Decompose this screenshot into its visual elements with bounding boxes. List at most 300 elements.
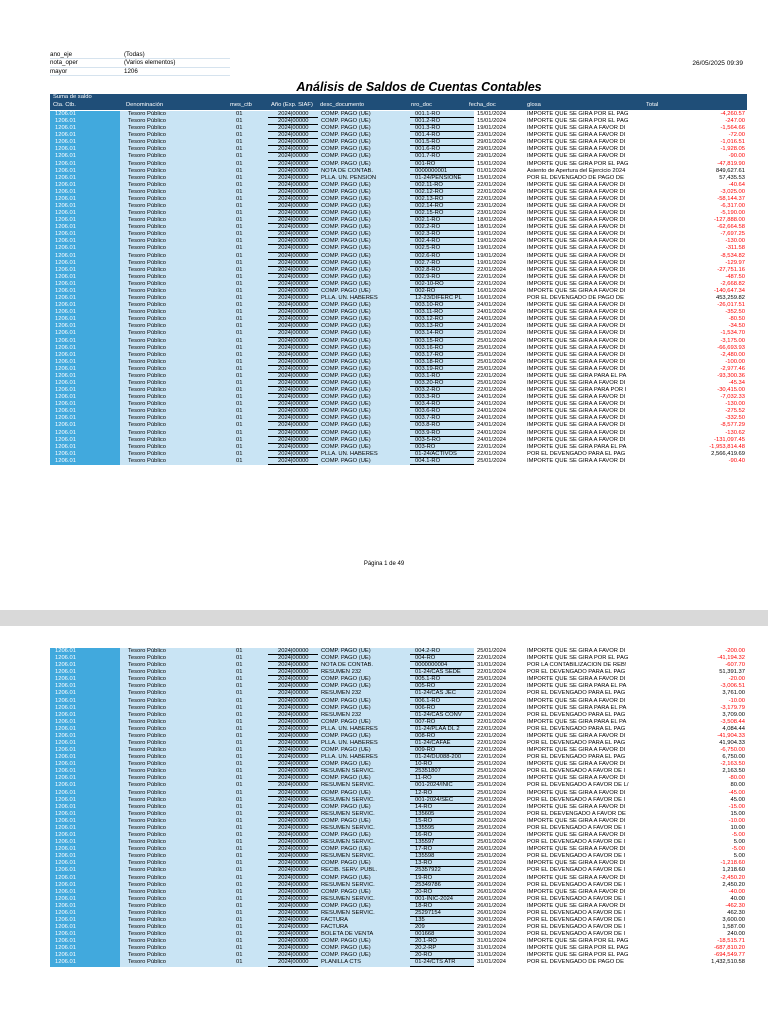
mes-cell: 01 <box>226 775 268 782</box>
nro-cell: 003.12-RO <box>410 316 474 323</box>
nro-cell: 006-RO <box>410 705 474 712</box>
mes-cell: 01 <box>226 889 268 896</box>
mes-cell: 01 <box>226 846 268 853</box>
table-row <box>50 705 747 712</box>
denominacion-cell: Tesoro Público <box>120 132 226 139</box>
denominacion-cell: Tesoro Público <box>120 648 226 655</box>
desc-cell: COMP. PAGO (UE) <box>318 161 410 168</box>
desc-cell: RESUMEN 232 <box>318 669 410 676</box>
anio-cell: 2024|00000 <box>268 352 318 359</box>
desc-cell: PLLA. UN. HABERES <box>318 451 410 458</box>
glosa-cell: IMPORTE QUE SE GIRA PARA EL PA <box>524 705 644 712</box>
cta-cell: 1206.01 <box>50 931 120 938</box>
fecha-cell: 26/01/2024 <box>474 903 524 910</box>
glosa-cell: POR EL DEVENGADO PARA EL PAG <box>524 690 644 697</box>
total-cell: -3,508.44 <box>644 719 747 726</box>
glosa-cell: IMPORTE QUE SE GIRA A FAVOR DI <box>524 437 644 444</box>
denominacion-cell: Tesoro Público <box>120 323 226 330</box>
cta-cell: 1206.01 <box>50 853 120 860</box>
glosa-cell: IMPORTE QUE SE GIRA A FAVOR DI <box>524 153 644 160</box>
fecha-cell: 25/01/2024 <box>474 839 524 846</box>
glosa-cell: POR EL DEVENGADO A FAVOR DE I <box>524 797 644 804</box>
fecha-cell: 25/01/2024 <box>474 860 524 867</box>
anio-cell: 2024|00000 <box>268 359 318 366</box>
total-cell: -3,175.00 <box>644 338 747 345</box>
glosa-cell: IMPORTE QUE SE GIRA A FAVOR DI <box>524 217 644 224</box>
nro-cell: 14-RO <box>410 804 474 811</box>
nro-cell: 003-5-RO <box>410 437 474 444</box>
cta-cell: 1206.01 <box>50 196 120 203</box>
denominacion-cell: Tesoro Público <box>120 224 226 231</box>
anio-cell: 2024|00000 <box>268 245 318 252</box>
nro-cell: 002-10-RO <box>410 281 474 288</box>
mes-cell: 01 <box>226 281 268 288</box>
glosa-cell: IMPORTE QUE SE GIRA A FAVOR DI <box>524 189 644 196</box>
table-row <box>50 676 747 683</box>
glosa-cell: POR EL DEVENGADO A FAVOR DE I <box>524 882 644 889</box>
denominacion-cell: Tesoro Público <box>120 938 226 945</box>
fecha-cell: 25/01/2024 <box>474 825 524 832</box>
mes-cell: 01 <box>226 422 268 429</box>
mes-cell: 01 <box>226 733 268 740</box>
mes-cell: 01 <box>226 782 268 789</box>
glosa-cell: POR EL DEVENGADO PARA EL PAG <box>524 740 644 747</box>
fecha-cell: 25/01/2024 <box>474 775 524 782</box>
anio-cell: 2024|00000 <box>268 380 318 387</box>
denominacion-cell: Tesoro Público <box>120 931 226 938</box>
table-row <box>50 889 747 896</box>
total-cell: -18,515.71 <box>644 938 747 945</box>
desc-cell: COMP. PAGO (UE) <box>318 238 410 245</box>
glosa-cell: IMPORTE QUE SE GIRA A FAVOR DI <box>524 676 644 683</box>
table-row <box>50 825 747 832</box>
fecha-cell: 15/01/2024 <box>474 161 524 168</box>
denominacion-cell: Tesoro Público <box>120 860 226 867</box>
nro-cell: 008-RO <box>410 733 474 740</box>
mes-cell: 01 <box>226 451 268 458</box>
denominacion-cell: Tesoro Público <box>120 804 226 811</box>
fecha-cell: 22/01/2024 <box>474 740 524 747</box>
cta-cell: 1206.01 <box>50 380 120 387</box>
cta-cell: 1206.01 <box>50 669 120 676</box>
cta-cell: 1206.01 <box>50 408 120 415</box>
cta-cell: 1206.01 <box>50 330 120 337</box>
anio-cell: 2024|00000 <box>268 111 318 118</box>
denominacion-cell: Tesoro Público <box>120 267 226 274</box>
denominacion-cell: Tesoro Público <box>120 761 226 768</box>
table-row <box>50 952 747 959</box>
table-row <box>50 168 747 175</box>
cta-cell: 1206.01 <box>50 889 120 896</box>
nro-cell: 135597 <box>410 839 474 846</box>
anio-cell: 2024|00000 <box>268 782 318 789</box>
anio-cell: 2024|00000 <box>268 662 318 669</box>
glosa-cell: IMPORTE QUE SE GIRA A FAVOR DI <box>524 832 644 839</box>
table-row <box>50 387 747 394</box>
denominacion-cell: Tesoro Público <box>120 366 226 373</box>
denominacion-cell: Tesoro Público <box>120 917 226 924</box>
anio-cell: 2024|00000 <box>268 387 318 394</box>
fecha-cell: 29/01/2024 <box>474 146 524 153</box>
mes-cell: 01 <box>226 387 268 394</box>
total-cell: -352.50 <box>644 309 747 316</box>
mes-cell: 01 <box>226 316 268 323</box>
cta-cell: 1206.01 <box>50 959 120 966</box>
desc-cell: COMP. PAGO (UE) <box>318 281 410 288</box>
cta-cell: 1206.01 <box>50 352 120 359</box>
fecha-cell: 26/01/2024 <box>474 818 524 825</box>
table-row <box>50 415 747 422</box>
table-row <box>50 662 747 669</box>
fecha-cell: 31/01/2024 <box>474 959 524 966</box>
mes-cell: 01 <box>226 139 268 146</box>
anio-cell: 2024|00000 <box>268 338 318 345</box>
glosa-cell: IMPORTE QUE SE GIRA A FAVOR DI <box>524 401 644 408</box>
fecha-cell: 25/01/2024 <box>474 338 524 345</box>
table-row <box>50 719 747 726</box>
mes-cell: 01 <box>226 790 268 797</box>
denominacion-cell: Tesoro Público <box>120 959 226 966</box>
fecha-cell: 22/01/2024 <box>474 712 524 719</box>
fecha-cell: 25/01/2024 <box>474 458 524 465</box>
fecha-cell: 26/01/2024 <box>474 875 524 882</box>
fecha-cell: 22/01/2024 <box>474 655 524 662</box>
desc-cell: COMP. PAGO (UE) <box>318 790 410 797</box>
cta-cell: 1206.01 <box>50 818 120 825</box>
cta-cell: 1206.01 <box>50 210 120 217</box>
denominacion-cell: Tesoro Público <box>120 302 226 309</box>
total-cell: -332.50 <box>644 415 747 422</box>
desc-cell: COMP. PAGO (UE) <box>318 832 410 839</box>
total-cell: -15.00 <box>644 804 747 811</box>
cta-cell: 1206.01 <box>50 458 120 465</box>
mes-cell: 01 <box>226 768 268 775</box>
glosa-cell: IMPORTE QUE SE GIRA A FAVOR DI <box>524 132 644 139</box>
cta-cell: 1206.01 <box>50 267 120 274</box>
denominacion-cell: Tesoro Público <box>120 182 226 189</box>
fecha-cell: 24/01/2024 <box>474 323 524 330</box>
fecha-cell: 22/01/2024 <box>474 705 524 712</box>
nro-cell: 005.1-RO <box>410 676 474 683</box>
table-row <box>50 818 747 825</box>
glosa-cell: POR EL DEVENGADO PARA EL PAG <box>524 754 644 761</box>
desc-cell: COMP. PAGO (UE) <box>318 196 410 203</box>
table-row <box>50 790 747 797</box>
table-row <box>50 366 747 373</box>
fecha-cell: 22/01/2024 <box>474 444 524 451</box>
nro-cell: 01-24/PENSIONE <box>410 175 474 182</box>
table-row <box>50 231 747 238</box>
table-row <box>50 712 747 719</box>
total-cell: 10.00 <box>644 825 747 832</box>
anio-cell: 2024|00000 <box>268 302 318 309</box>
mes-cell: 01 <box>226 712 268 719</box>
cta-cell: 1206.01 <box>50 316 120 323</box>
total-cell: -2,977.46 <box>644 366 747 373</box>
anio-cell: 2024|00000 <box>268 260 318 267</box>
mes-cell: 01 <box>226 867 268 874</box>
table-row <box>50 422 747 429</box>
cta-cell: 1206.01 <box>50 253 120 260</box>
denominacion-cell: Tesoro Público <box>120 690 226 697</box>
table-row <box>50 683 747 690</box>
total-cell: -275.52 <box>644 408 747 415</box>
total-cell: -30,415.00 <box>644 387 747 394</box>
cta-cell: 1206.01 <box>50 832 120 839</box>
cta-cell: 1206.01 <box>50 281 120 288</box>
anio-cell: 2024|00000 <box>268 253 318 260</box>
fecha-cell: 22/01/2024 <box>474 669 524 676</box>
cta-cell: 1206.01 <box>50 422 120 429</box>
desc-cell: COMP. PAGO (UE) <box>318 401 410 408</box>
anio-cell: 2024|00000 <box>268 853 318 860</box>
table-body-page-2 <box>50 648 747 967</box>
glosa-cell: IMPORTE QUE SE GIRA A FAVOR DI <box>524 458 644 465</box>
denominacion-cell: Tesoro Público <box>120 189 226 196</box>
nro-cell: 002.14-RO <box>410 203 474 210</box>
total-cell: -10.00 <box>644 698 747 705</box>
desc-cell: COMP. PAGO (UE) <box>318 224 410 231</box>
anio-cell: 2024|00000 <box>268 196 318 203</box>
table-row <box>50 330 747 337</box>
fecha-cell: 25/01/2024 <box>474 330 524 337</box>
mes-cell: 01 <box>226 910 268 917</box>
fecha-cell: 26/01/2024 <box>474 804 524 811</box>
total-cell: -8,534.82 <box>644 253 747 260</box>
glosa-cell: IMPORTE QUE SE GIRA A FAVOR DI <box>524 302 644 309</box>
report-page-2 <box>0 626 768 1024</box>
filter-key: mayor <box>50 67 68 75</box>
total-cell: 5.00 <box>644 853 747 860</box>
desc-cell: COMP. PAGO (UE) <box>318 111 410 118</box>
desc-cell: RESUMEN 232 <box>318 690 410 697</box>
anio-cell: 2024|00000 <box>268 458 318 465</box>
denominacion-cell: Tesoro Público <box>120 394 226 401</box>
nro-cell: 003.3-RO <box>410 394 474 401</box>
table-row <box>50 860 747 867</box>
glosa-cell: IMPORTE QUE SE GIRA A FAVOR DI <box>524 323 644 330</box>
desc-cell: COMP. PAGO (UE) <box>318 359 410 366</box>
nro-cell: 004.2-RO <box>410 648 474 655</box>
nro-cell: 25349786 <box>410 882 474 889</box>
denominacion-cell: Tesoro Público <box>120 889 226 896</box>
desc-cell: COMP. PAGO (UE) <box>318 345 410 352</box>
table-row <box>50 309 747 316</box>
total-cell: -130.00 <box>644 401 747 408</box>
mes-cell: 01 <box>226 437 268 444</box>
desc-cell: NOTA DE CONTAB. <box>318 168 410 175</box>
fecha-cell: 25/01/2024 <box>474 797 524 804</box>
cta-cell: 1206.01 <box>50 867 120 874</box>
filter-row <box>50 68 230 76</box>
nro-cell: 002.7-RO <box>410 260 474 267</box>
anio-cell: 2024|00000 <box>268 444 318 451</box>
fecha-cell: 22/01/2024 <box>474 747 524 754</box>
fecha-cell: 31/01/2024 <box>474 662 524 669</box>
desc-cell: COMP. PAGO (UE) <box>318 804 410 811</box>
cta-cell: 1206.01 <box>50 917 120 924</box>
table-row <box>50 775 747 782</box>
nro-cell: 003.6-RO <box>410 408 474 415</box>
denominacion-cell: Tesoro Público <box>120 790 226 797</box>
total-cell: -72.00 <box>644 132 747 139</box>
nro-cell: 002.15-RO <box>410 210 474 217</box>
denominacion-cell: Tesoro Público <box>120 676 226 683</box>
denominacion-cell: Tesoro Público <box>120 238 226 245</box>
total-cell: -607.70 <box>644 662 747 669</box>
denominacion-cell: Tesoro Público <box>120 782 226 789</box>
anio-cell: 2024|00000 <box>268 896 318 903</box>
desc-cell: PLLA. UN. PENSION <box>318 175 410 182</box>
desc-cell: PLLA. UN. HABERES <box>318 740 410 747</box>
total-cell: -3,025.00 <box>644 189 747 196</box>
cta-cell: 1206.01 <box>50 705 120 712</box>
cta-cell: 1206.01 <box>50 132 120 139</box>
desc-cell: COMP. PAGO (UE) <box>318 118 410 125</box>
desc-cell: COMP. PAGO (UE) <box>318 267 410 274</box>
mes-cell: 01 <box>226 330 268 337</box>
desc-cell: COMP. PAGO (UE) <box>318 366 410 373</box>
nro-cell: 01-24/CAS JEC <box>410 690 474 697</box>
glosa-cell: IMPORTE QUE SE GIRA A FAVOR DI <box>524 125 644 132</box>
denominacion-cell: Tesoro Público <box>120 330 226 337</box>
fecha-cell: 23/01/2024 <box>474 210 524 217</box>
nro-cell: 002.2-RO <box>410 224 474 231</box>
glosa-cell: IMPORTE QUE SE GIRA A FAVOR DI <box>524 761 644 768</box>
cta-cell: 1206.01 <box>50 860 120 867</box>
cta-cell: 1206.01 <box>50 288 120 295</box>
nro-cell: 11-RO <box>410 775 474 782</box>
cta-cell: 1206.01 <box>50 768 120 775</box>
mes-cell: 01 <box>226 797 268 804</box>
anio-cell: 2024|00000 <box>268 860 318 867</box>
nro-cell: 25357922 <box>410 867 474 874</box>
filter-value: (Varios elementos) <box>124 59 176 67</box>
mes-cell: 01 <box>226 698 268 705</box>
desc-cell: COMP. PAGO (UE) <box>318 903 410 910</box>
fecha-cell: 25/01/2024 <box>474 345 524 352</box>
nro-cell: 01-24/DU088-200 <box>410 754 474 761</box>
fecha-cell: 19/01/2024 <box>474 260 524 267</box>
anio-cell: 2024|00000 <box>268 451 318 458</box>
cta-cell: 1206.01 <box>50 740 120 747</box>
desc-cell: COMP. PAGO (UE) <box>318 733 410 740</box>
fecha-cell: 25/01/2024 <box>474 761 524 768</box>
desc-cell: RESUMEN SERVIC. <box>318 896 410 903</box>
cta-cell: 1206.01 <box>50 182 120 189</box>
glosa-cell: POR EL DEVENGADO A FAVOR DE I <box>524 917 644 924</box>
fecha-cell: 25/01/2024 <box>474 676 524 683</box>
mes-cell: 01 <box>226 245 268 252</box>
glosa-cell: IMPORTE QUE SE GIRA A FAVOR DI <box>524 747 644 754</box>
total-cell: -45.00 <box>644 790 747 797</box>
mes-cell: 01 <box>226 394 268 401</box>
desc-cell: COMP. PAGO (UE) <box>318 430 410 437</box>
nro-cell: 001.1-RO <box>410 111 474 118</box>
denominacion-cell: Tesoro Público <box>120 359 226 366</box>
glosa-cell: IMPORTE QUE SE GIRA POR EL PAG <box>524 945 644 952</box>
denominacion-cell: Tesoro Público <box>120 125 226 132</box>
cta-cell: 1206.01 <box>50 168 120 175</box>
anio-cell: 2024|00000 <box>268 839 318 846</box>
desc-cell: FACTURA <box>318 924 410 931</box>
denominacion-cell: Tesoro Público <box>120 217 226 224</box>
cta-cell: 1206.01 <box>50 245 120 252</box>
nro-cell: 003.4-RO <box>410 401 474 408</box>
mes-cell: 01 <box>226 832 268 839</box>
nro-cell: 003.8-RO <box>410 422 474 429</box>
glosa-cell: IMPORTE QUE SE GIRA A FAVOR DI <box>524 196 644 203</box>
glosa-cell: POR EL DEVENGADO PARA EL PAG <box>524 712 644 719</box>
desc-cell: COMP. PAGO (UE) <box>318 747 410 754</box>
nro-cell: 005-RO <box>410 683 474 690</box>
nro-cell: 003.18-RO <box>410 359 474 366</box>
nro-cell: 0000000001 <box>410 168 474 175</box>
mes-cell: 01 <box>226 853 268 860</box>
mes-cell: 01 <box>226 676 268 683</box>
denominacion-cell: Tesoro Público <box>120 910 226 917</box>
fecha-cell: 26/01/2024 <box>474 896 524 903</box>
denominacion-cell: Tesoro Público <box>120 846 226 853</box>
denominacion-cell: Tesoro Público <box>120 401 226 408</box>
table-body-page-1 <box>50 111 747 465</box>
denominacion-cell: Tesoro Público <box>120 952 226 959</box>
total-cell: -20.00 <box>644 676 747 683</box>
desc-cell: COMP. PAGO (UE) <box>318 705 410 712</box>
table-row <box>50 345 747 352</box>
desc-cell: COMP. PAGO (UE) <box>318 203 410 210</box>
fecha-cell: 30/01/2024 <box>474 917 524 924</box>
table-row <box>50 896 747 903</box>
desc-cell: RESUMEN SERVIC. <box>318 768 410 775</box>
mes-cell: 01 <box>226 811 268 818</box>
fecha-cell: 22/01/2024 <box>474 373 524 380</box>
nro-cell: 001-RO <box>410 161 474 168</box>
anio-cell: 2024|00000 <box>268 366 318 373</box>
glosa-cell: IMPORTE QUE SE GIRA A FAVOR DI <box>524 139 644 146</box>
table-row <box>50 146 747 153</box>
nro-cell: 001.4-RO <box>410 132 474 139</box>
anio-cell: 2024|00000 <box>268 168 318 175</box>
cta-cell: 1206.01 <box>50 875 120 882</box>
table-row <box>50 267 747 274</box>
desc-cell: COMP. PAGO (UE) <box>318 132 410 139</box>
nro-cell: 002.13-RO <box>410 196 474 203</box>
fecha-cell: 29/01/2024 <box>474 139 524 146</box>
desc-cell: COMP. PAGO (UE) <box>318 146 410 153</box>
glosa-cell: IMPORTE QUE SE GIRA A FAVOR DI <box>524 790 644 797</box>
anio-cell: 2024|00000 <box>268 690 318 697</box>
desc-cell: COMP. PAGO (UE) <box>318 698 410 705</box>
denominacion-cell: Tesoro Público <box>120 683 226 690</box>
glosa-cell: POR EL DEVENGADO A FAVOR DE I <box>524 853 644 860</box>
mes-cell: 01 <box>226 401 268 408</box>
fecha-cell: 16/01/2024 <box>474 295 524 302</box>
mes-cell: 01 <box>226 323 268 330</box>
filter-value: (Todas) <box>124 51 145 58</box>
anio-cell: 2024|00000 <box>268 726 318 733</box>
cta-cell: 1206.01 <box>50 224 120 231</box>
desc-cell: PLLA. UN. HABERES <box>318 726 410 733</box>
denominacion-cell: Tesoro Público <box>120 818 226 825</box>
glosa-cell: POR EL DEVENGADO A FAVOR DE I <box>524 768 644 775</box>
glosa-cell: POR EL DEVENGADO A FAVOR DE I <box>524 825 644 832</box>
mes-cell: 01 <box>226 338 268 345</box>
glosa-cell: IMPORTE QUE SE GIRA A FAVOR DI <box>524 182 644 189</box>
table-row <box>50 380 747 387</box>
denominacion-cell: Tesoro Público <box>120 196 226 203</box>
desc-cell: RESUMEN SERVIC. <box>318 910 410 917</box>
